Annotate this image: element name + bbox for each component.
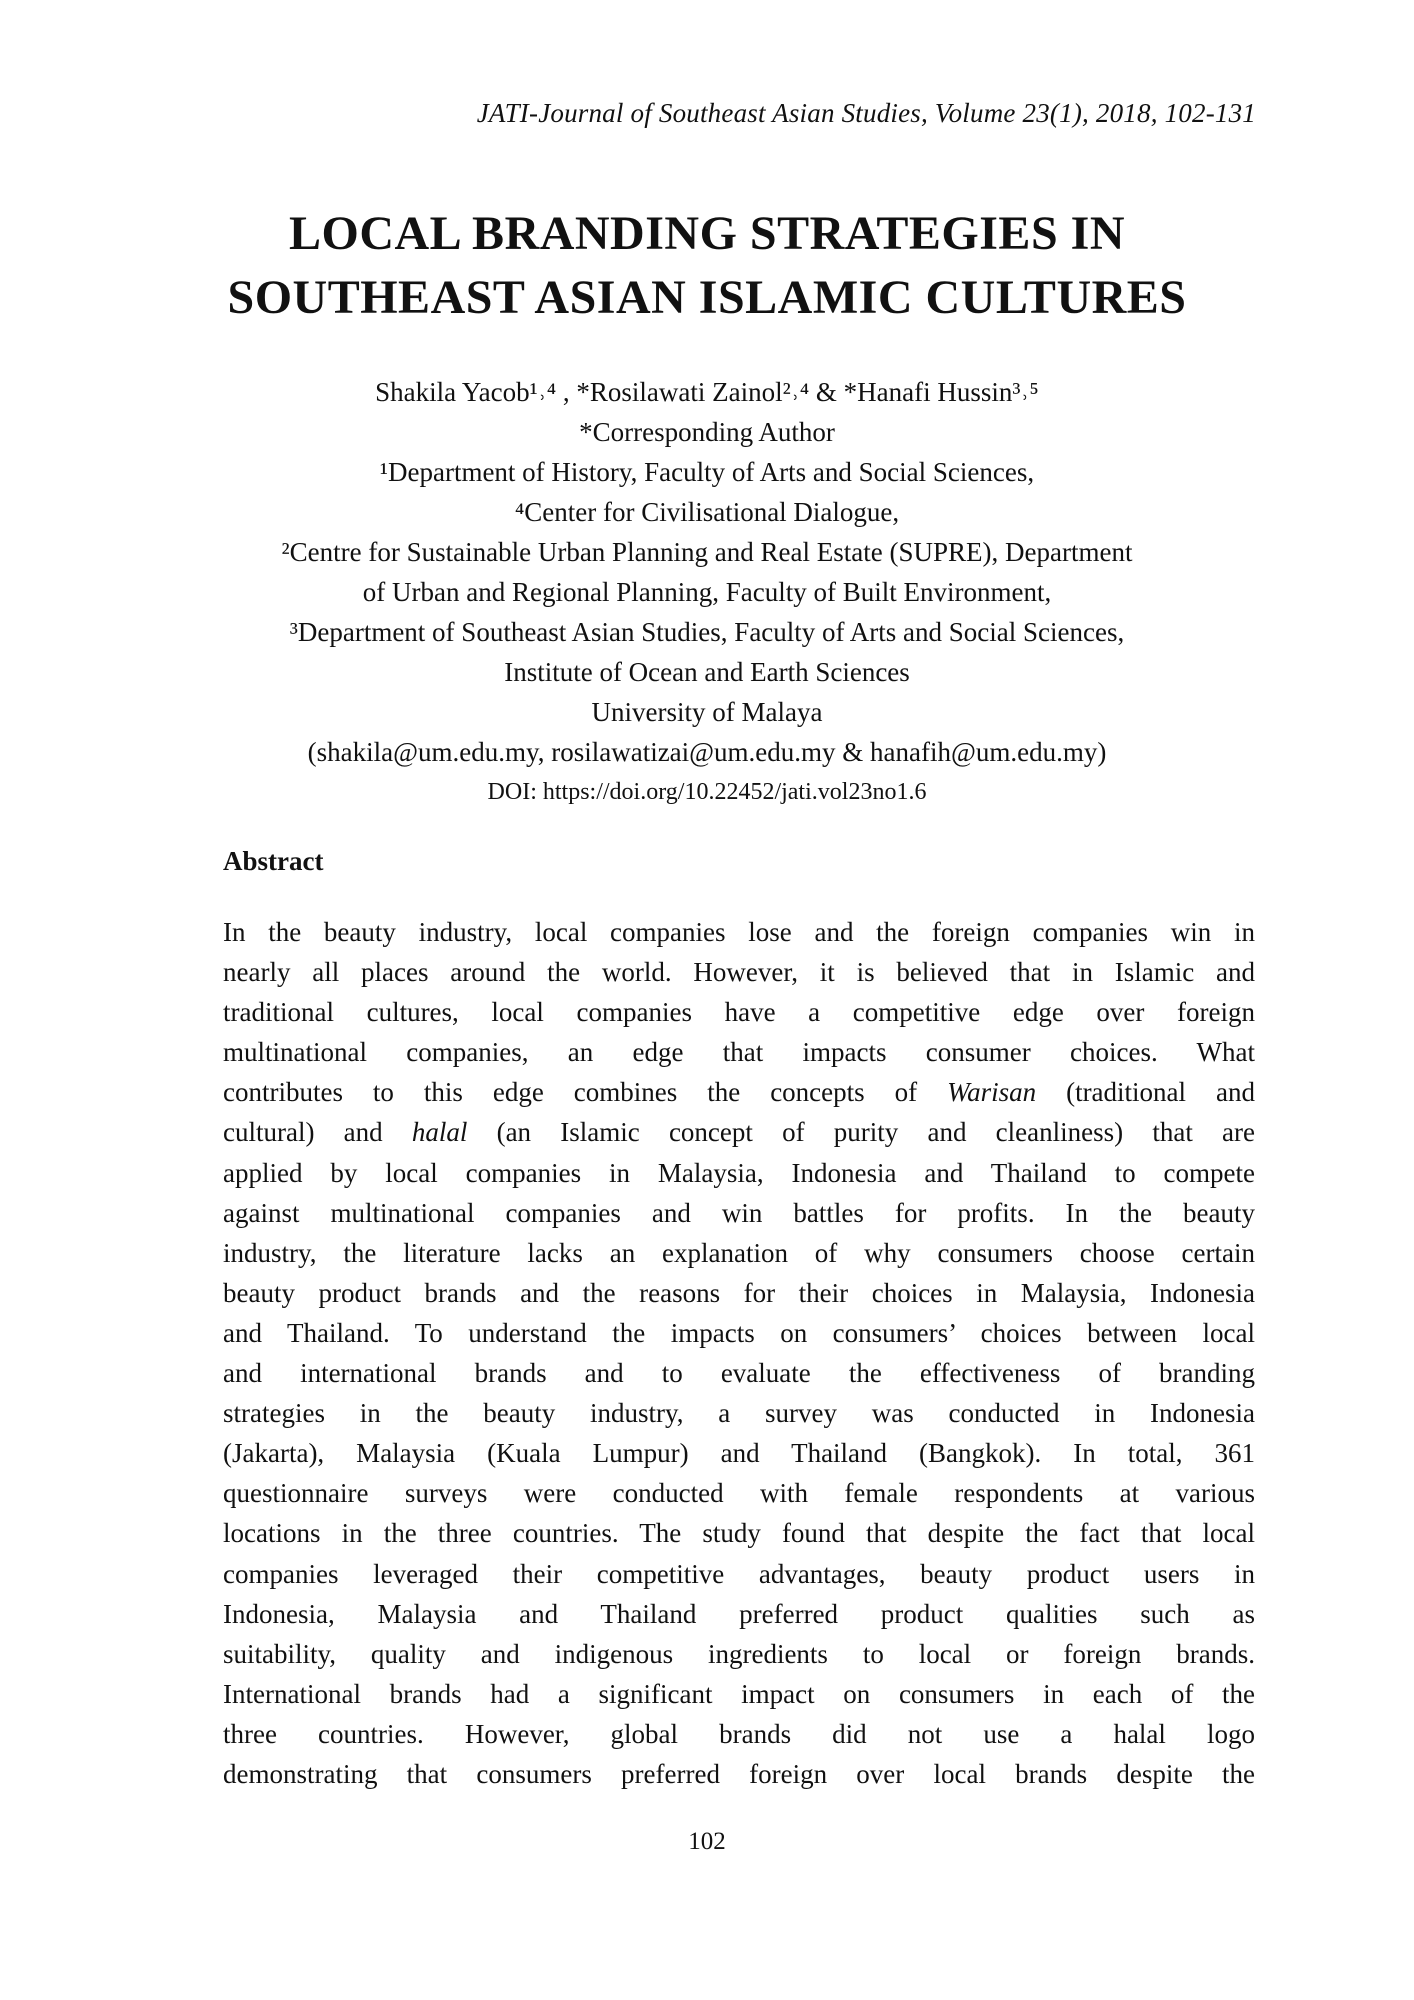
abstract-line: suitability, quality and indigenous ingredients to local or foreign brands. xyxy=(223,1638,1255,1669)
corresponding-author-note: *Corresponding Author xyxy=(579,417,835,447)
affiliation-1: ¹Department of History, Faculty of Arts and Social Sciences, xyxy=(379,457,1035,487)
abstract-line: Indonesia, Malaysia and Thailand preferred product qualities such as xyxy=(223,1598,1255,1629)
abstract-line: questionnaire surveys were conducted with female respondents at various xyxy=(223,1478,1255,1509)
abstract-line: and international brands and to evaluate the effectiveness of branding xyxy=(223,1358,1255,1389)
abstract-body xyxy=(223,912,1255,1794)
abstract-line: In the beauty industry, local companies lose and the foreign companies win in xyxy=(223,917,1255,947)
abstract-line: strategies in the beauty industry, a survey was conducted in Indonesia xyxy=(223,1398,1255,1429)
abstract-line: contributes to this edge combines the concepts of Warisan (traditional and xyxy=(223,1077,1255,1108)
abstract-line: against multinational companies and win battles for profits. In the beauty xyxy=(223,1197,1255,1228)
abstract-line: companies leveraged their competitive advantages, beauty product users in xyxy=(223,1558,1255,1589)
author-affiliation-block xyxy=(200,372,1214,812)
abstract-line: beauty product brands and the reasons for their choices in Malaysia, Indonesia xyxy=(223,1277,1255,1308)
affiliation-3: ³Department of Southeast Asian Studies, Faculty of Arts and Social Sciences, xyxy=(289,617,1125,647)
abstract-line: industry, the literature lacks an explanation of why consumers choose certain xyxy=(223,1237,1255,1268)
affiliation-2-line-1: ²Centre for Sustainable Urban Planning and Real Estate (SUPRE), Department xyxy=(281,537,1133,567)
abstract-line: and Thailand. To understand the impacts on consumers’ choices between local xyxy=(223,1317,1255,1348)
university: University of Malaya xyxy=(591,697,823,727)
author-names: Shakila Yacob¹˒⁴ , *Rosilawati Zainol²˒⁴ & *Hanafi Hussin³˒⁵ xyxy=(375,377,1039,407)
abstract-line: traditional cultures, local companies have a competitive edge over foreign xyxy=(223,997,1255,1028)
abstract-line: locations in the three countries. The study found that despite the fact that local xyxy=(223,1518,1255,1549)
abstract-line: demonstrating that consumers preferred foreign over local brands despite the xyxy=(223,1758,1255,1789)
article-title xyxy=(0,202,1414,330)
abstract-line: (Jakarta), Malaysia (Kuala Lumpur) and Thailand (Bangkok). In total, 361 xyxy=(223,1438,1255,1469)
author-emails: (shakila@um.edu.my, rosilawatizai@um.edu.my & hanafih@um.edu.my) xyxy=(307,737,1107,767)
affiliation-4: ⁴Center for Civilisational Dialogue, xyxy=(514,497,900,527)
article-title-line-2: SOUTHEAST ASIAN ISLAMIC CULTURES xyxy=(227,271,1187,324)
running-header: JATI-Journal of Southeast Asian Studies, Volume 23(1), 2018, 102-131 xyxy=(476,98,1256,128)
affiliation-2-line-2: of Urban and Regional Planning, Faculty of Built Environment, xyxy=(362,577,1052,607)
abstract-heading: Abstract xyxy=(223,846,324,876)
abstract-line: International brands had a significant impact on consumers in each of the xyxy=(223,1678,1255,1709)
abstract-line: applied by local companies in Malaysia, Indonesia and Thailand to compete xyxy=(223,1157,1255,1188)
doi-link[interactable]: DOI: https://doi.org/10.22452/jati.vol23no1.6 xyxy=(487,779,927,805)
page-number: 102 xyxy=(688,1828,726,1855)
affiliation-5: Institute of Ocean and Earth Sciences xyxy=(504,657,910,687)
abstract-line: nearly all places around the world. However, it is believed that in Islamic and xyxy=(223,957,1255,988)
abstract-line: cultural) and halal (an Islamic concept of purity and cleanliness) that are xyxy=(223,1117,1255,1148)
abstract-line: multinational companies, an edge that impacts consumer choices. What xyxy=(223,1037,1255,1068)
article-title-line-1: LOCAL BRANDING STRATEGIES IN xyxy=(289,207,1125,260)
abstract-line: three countries. However, global brands did not use a halal logo xyxy=(223,1718,1255,1749)
